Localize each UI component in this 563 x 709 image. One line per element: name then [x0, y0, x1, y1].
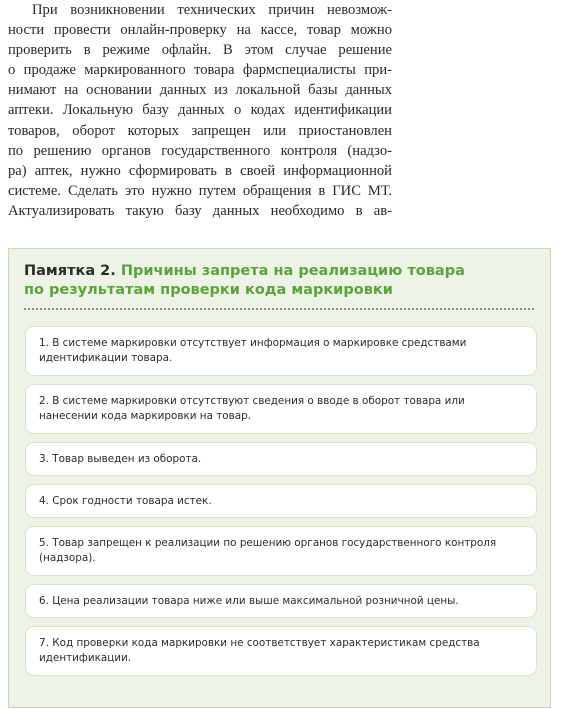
article-line: по решению органов государственного контроля (надзо-	[8, 142, 392, 159]
reason-item: 6. Цена реализации товара ниже или выше максимальной розничной цены.	[25, 584, 537, 618]
article-line: системе. Сделать это нужно путем обращения в ГИС МТ.	[8, 182, 392, 199]
memo-title-line-1: Причины запрета на реализацию товара	[120, 263, 465, 279]
article-line: товаров, оборот которых запрещен или приостановлен	[8, 122, 392, 139]
memo-label: Памятка 2.	[24, 263, 116, 279]
reason-item: 7. Код проверки кода маркировки не соответствует характеристикам средства идентификации.	[25, 626, 537, 676]
article-line: аптеки. Локальную базу данных о кодах идентификации	[8, 102, 392, 119]
reason-item: 2. В системе маркировки отсутствуют сведения о вводе в оборот товара или нанесении кода маркировки на товар.	[25, 384, 537, 434]
article-line: проверить в режиме офлайн. В этом случае решение	[8, 42, 392, 59]
memo-title-line-2: по результатам проверки кода маркировки	[24, 282, 393, 298]
article-line: нимают на основании данных из локальной базы данных	[8, 82, 392, 99]
reason-item: 5. Товар запрещен к реализации по решению органов государственного контроля (надзора).	[25, 526, 537, 576]
article-line: ности провести онлайн-проверку на кассе, товар можно	[8, 22, 392, 39]
reason-item: 1. В системе маркировки отсутствует информация о маркировке средствами идентификации товара.	[25, 326, 537, 376]
article-paragraph	[8, 0, 392, 221]
reason-item: 4. Срок годности товара истек.	[25, 484, 537, 518]
article-line: ра) аптек, нужно сформировать в своей информационной	[8, 162, 392, 179]
article-line: Актуализировать такую базу данных необходимо в ав-	[8, 202, 392, 219]
article-line: При возникновении технических причин невозмож-	[32, 2, 392, 18]
memo-box	[8, 248, 551, 708]
reason-item: 3. Товар выведен из оборота.	[25, 442, 537, 476]
article-line: о продаже маркированного товара фармспециалисты при-	[8, 62, 392, 79]
dotted-divider	[24, 308, 534, 310]
memo-heading	[24, 262, 465, 300]
